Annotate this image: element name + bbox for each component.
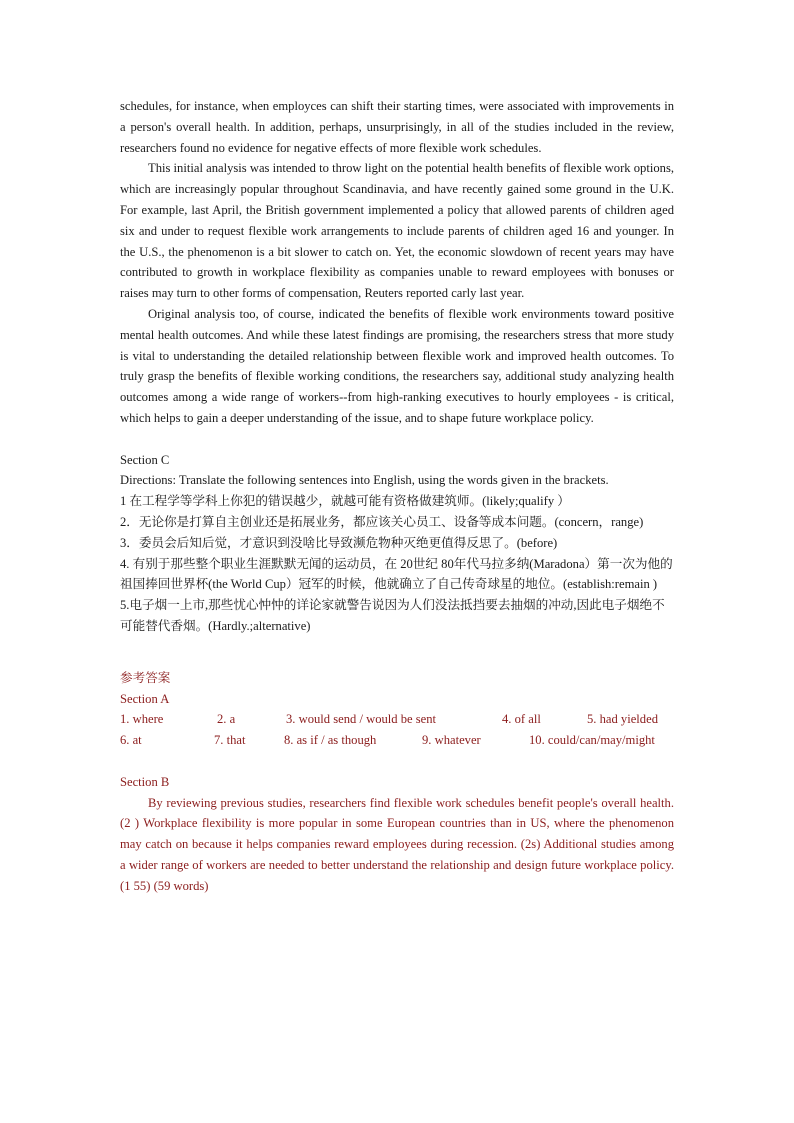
translation-item-4: 4. 有别于那些整个职业生涯默默无闻的运动员，在 20世纪 80年代马拉多纳(Maradona）第一次为他的祖国捧回世界杯(the World Cup）冠军的时候，他就确立了自己传奇球星的地位。(establish:remain ) <box>120 556 673 592</box>
answer-item: 1. where <box>120 712 164 727</box>
answer-item: 7. that <box>214 733 246 748</box>
translation-item-3: 3．委员会后知后觉，才意识到没啥比导致濒危物种灭绝更值得反思了。(before) <box>120 535 558 550</box>
section-b-summary: By reviewing previous studies, researchers find flexible work schedules benefit people's overall health. (2 ) Workplace flexibility is more popular in some European countries than in US, where the phenomenon may catch on because it helps companies reward employees during recession. (2s) Additional studies among a wider range of workers are needed to better understand the relationship and design future workplace policy. (1 55) (59 words) <box>120 795 674 893</box>
answer-item: 6. at <box>120 733 142 748</box>
answer-item: 10. could/can/may/might <box>529 733 655 748</box>
section-a-heading: Section A <box>120 691 170 706</box>
answer-item: 5. had yielded <box>587 712 658 727</box>
document-page <box>120 96 674 896</box>
spacer <box>120 751 674 772</box>
section-a-answers-row-1 <box>120 709 674 730</box>
section-c-heading: Section C <box>120 452 170 467</box>
answer-item: 8. as if / as though <box>284 733 377 748</box>
answer-item: 9. whatever <box>422 733 481 748</box>
translation-item-2: 2．无论你是打算自主创业还是拓展业务，都应该关心员工、设备等成本问题。(concern，range) <box>120 514 644 529</box>
passage-paragraph-2: This initial analysis was intended to throw light on the potential health benefits of flexible work options, which are increasingly popular throughout Scandinavia, and have recently gained some ground in the U.K. For example, last April, the British government implemented a policy that allowed parents of children aged six and under to request flexible work arrangements to include parents of children aged 16 and younger. In the U.S., the phenomenon is a bit slower to catch on. Yet, the economic slowdown of recent years may have contributed to growth in workplace flexibility as companies unable to reward employees with bonuses or raises may turn to other forms of compensation, Reuters reported carly last year. <box>120 161 674 301</box>
translation-item-5: 5.电子烟一上市,那些忧心忡忡的详论家就警告说因为人们没法抵挡要去抽烟的冲动,因此电子烟绝不可能替代香烟。(Hardly.;alternative) <box>120 598 665 633</box>
answer-item: 4. of all <box>502 712 541 727</box>
translation-item-1: 1 在工程学等学科上你犯的错误越少，就越可能有资格做建筑师。(likely;qualify ） <box>120 494 570 509</box>
section-b-heading: Section B <box>120 774 170 789</box>
spacer <box>120 637 674 668</box>
passage-paragraph-1: schedules, for instance, when employces can shift their starting times, were associated with improvements in a person's overall health. In addition, perhaps, unsurprisingly, in all of the studies included in the review, researchers found no evidence for negative effects of more flexible work schedules. <box>120 99 674 155</box>
answer-key <box>120 668 674 897</box>
answer-key-title: 参考答案 <box>120 670 171 685</box>
answer-item: 3. would send / would be sent <box>286 712 437 727</box>
section-a-answers-row-2 <box>120 730 674 751</box>
answer-item: 2. a <box>217 712 236 727</box>
section-c-directions: Directions: Translate the following sentences into English, using the words given in the brackets. <box>120 473 609 488</box>
spacer <box>120 429 674 450</box>
passage-paragraph-3: Original analysis too, of course, indicated the benefits of flexible work environments toward positive mental health outcomes. And while these latest findings are promising, the researchers stress that more study is vital to understanding the detailed relationship between flexible work and improved health outcomes. To truly grasp the benefits of flexible working conditions, the researchers say, additional study analyzing health outcomes among a wide range of workers--from high-ranking executives to hourly employees - is critical, which helps to gain a deeper understanding of the issue, and to shape future workplace policy. <box>120 306 674 425</box>
